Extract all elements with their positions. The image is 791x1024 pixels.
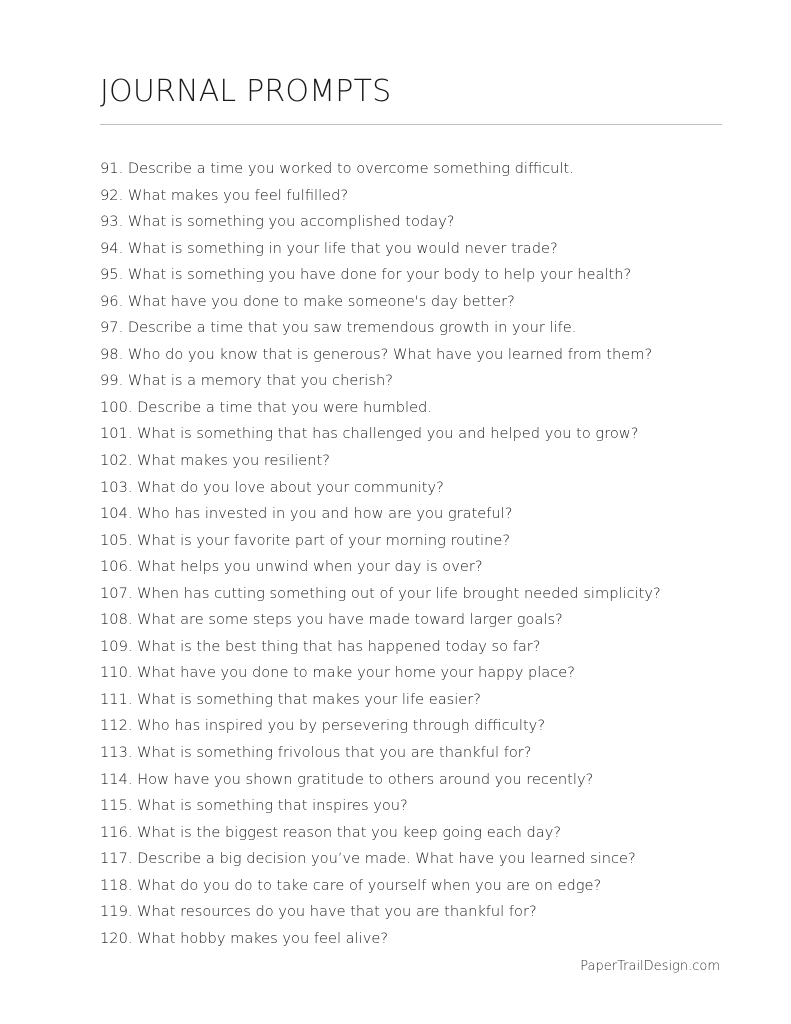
prompt-item: 99. What is a memory that you cherish? <box>100 372 393 390</box>
page-title: JOURNAL PROMPTS <box>100 74 392 109</box>
prompt-item: 102. What makes you resilient? <box>100 452 331 470</box>
prompt-item: 110. What have you done to make your home your happy place? <box>100 664 575 682</box>
prompt-item: 96. What have you done to make someone's day better? <box>100 292 515 310</box>
prompt-item: 103. What do you love about your community? <box>100 478 444 496</box>
footer-website: PaperTrailDesign.com <box>580 959 720 974</box>
prompt-item: 105. What is your favorite part of your morning routine? <box>100 531 511 549</box>
prompt-item: 94. What is something in your life that you would never trade? <box>100 239 558 257</box>
title-divider <box>100 124 722 125</box>
prompt-item: 120. What hobby makes you feel alive? <box>100 929 389 947</box>
prompt-item: 107. When has cutting something out of your life brought needed simplicity? <box>100 584 661 602</box>
prompt-item: 91. Describe a time you worked to overcome something difficult. <box>100 160 574 177</box>
prompt-item: 114. How have you shown gratitude to others around you recently? <box>100 770 594 788</box>
prompt-item: 119. What resources do you have that you are thankful for? <box>100 903 537 921</box>
prompt-item: 95. What is something you have done for your body to help your health? <box>100 266 632 284</box>
prompt-item: 112. Who has inspired you by persevering through difficulty? <box>100 717 546 735</box>
prompt-item: 97. Describe a time that you saw tremendous growth in your life. <box>100 319 577 337</box>
prompt-item: 108. What are some steps you have made toward larger goals? <box>100 611 563 629</box>
prompt-item: 111. What is something that makes your life easier? <box>100 690 482 708</box>
prompt-item: 115. What is something that inspires you? <box>100 797 408 815</box>
prompt-item: 93. What is something you accomplished today? <box>100 213 455 231</box>
prompt-item: 113. What is something frivolous that you are thankful for? <box>100 744 532 762</box>
prompt-item: 100. Describe a time that you were humbled. <box>100 398 432 416</box>
prompt-item: 117. Describe a big decision you’ve made. What have you learned since? <box>100 850 636 868</box>
prompt-item: 92. What makes you feel fulfilled? <box>100 186 349 204</box>
prompt-item: 118. What do you do to take care of yourself when you are on edge? <box>100 876 602 894</box>
prompt-list <box>100 156 740 952</box>
prompt-item: 101. What is something that has challenged you and helped you to grow? <box>100 425 639 443</box>
prompt-item: 109. What is the best thing that has happened today so far? <box>100 637 541 655</box>
prompt-item: 98. Who do you know that is generous? What have you learned from them? <box>100 345 653 363</box>
prompt-item: 106. What helps you unwind when your day is over? <box>100 558 483 576</box>
prompt-item: 116. What is the biggest reason that you keep going each day? <box>100 823 562 841</box>
prompt-item: 104. Who has invested in you and how are you grateful? <box>100 505 513 523</box>
